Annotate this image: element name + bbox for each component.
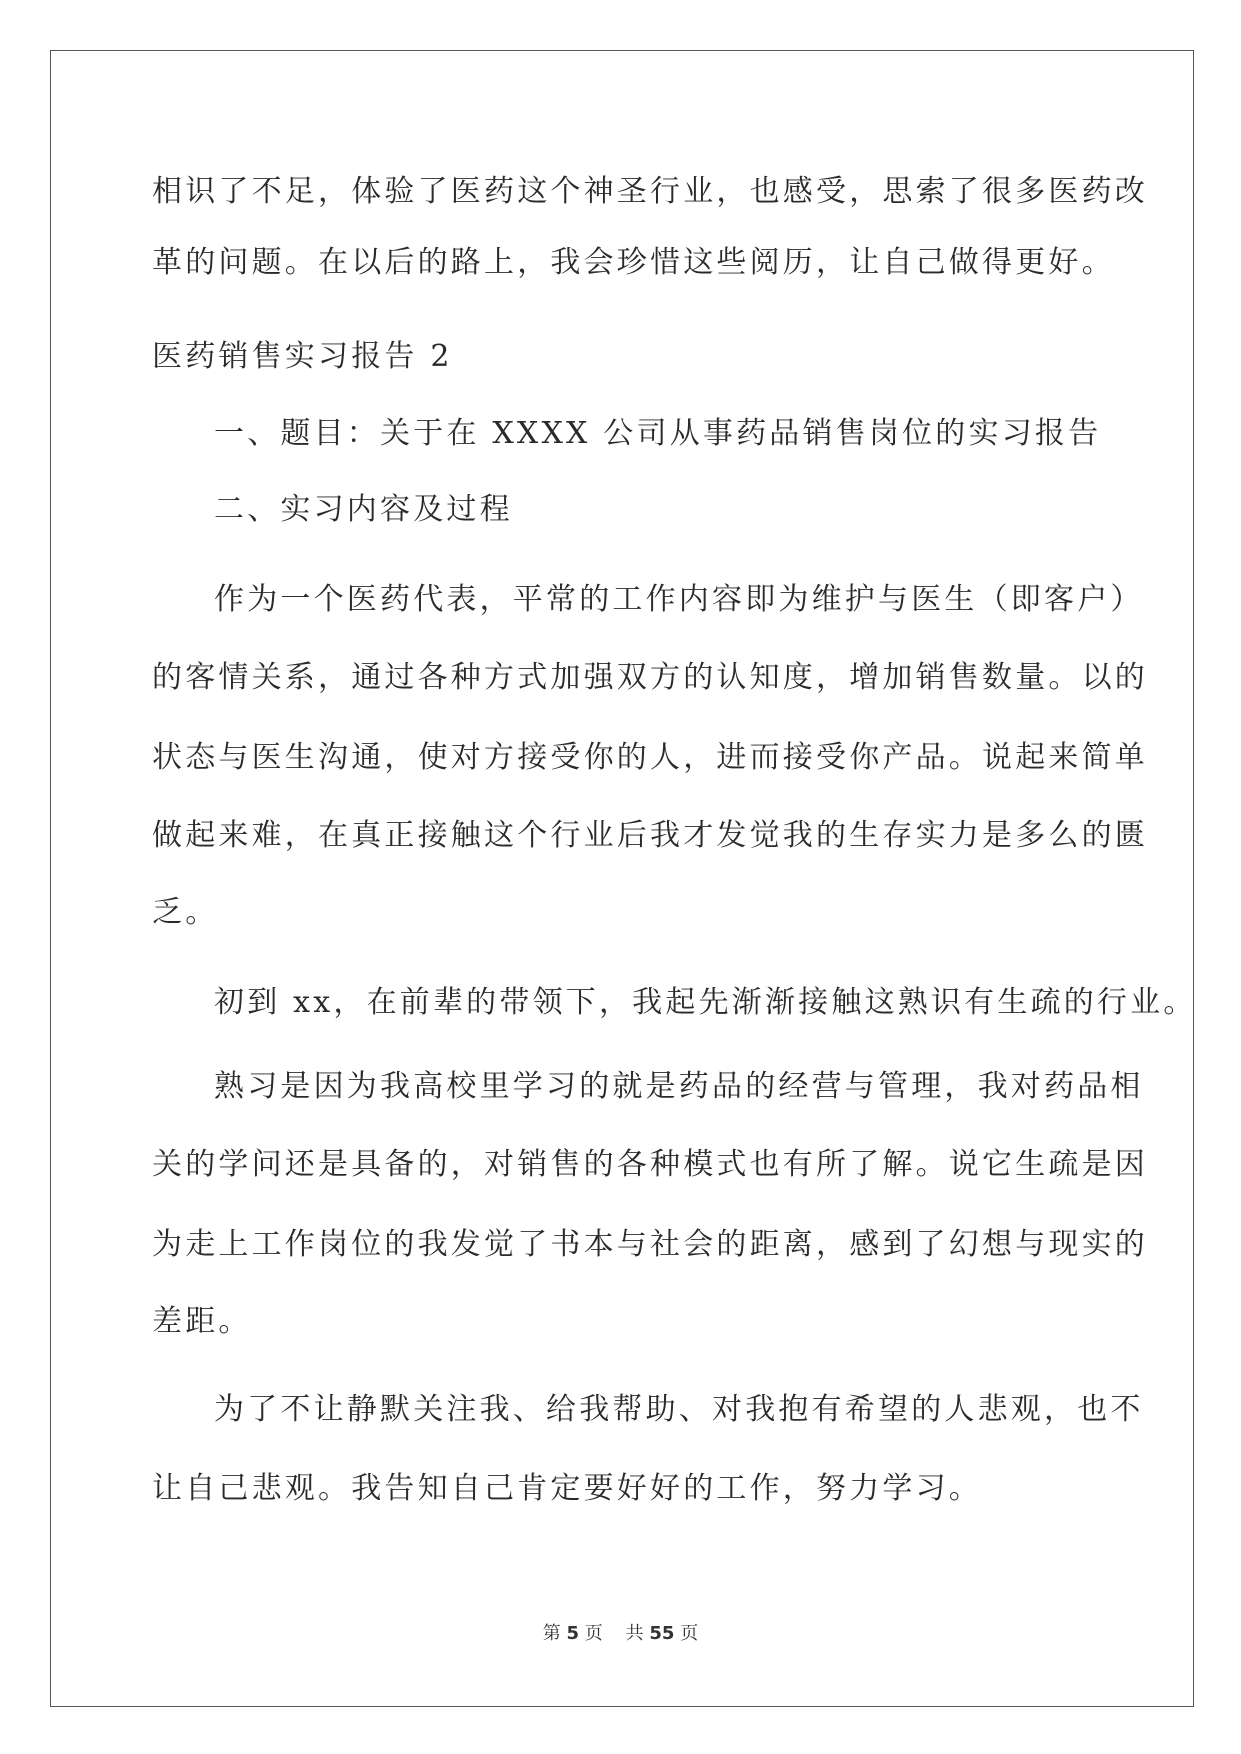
- footer-total-pages: 55: [649, 1623, 675, 1644]
- paragraph-line: 让自己悲观。我告知自己肯定要好好的工作，努力学习。: [152, 1471, 982, 1506]
- paragraph-line: 的客情关系，通过各种方式加强双方的认知度，增加销售数量。以的: [152, 660, 1148, 695]
- paragraph-line: 初到 xx，在前辈的带领下，我起先渐渐接触这熟识有生疏的行业。: [214, 985, 1197, 1020]
- paragraph-line: 熟习是因为我高校里学习的就是药品的经营与管理，我对药品相: [214, 1069, 1144, 1104]
- footer-total-suffix: 页: [680, 1623, 699, 1644]
- text-line: 相识了不足，体验了医药这个神圣行业，也感受，思索了很多医药改: [152, 174, 1148, 209]
- topic-heading: 一、题目：关于在 XXXX 公司从事药品销售岗位的实习报告: [214, 416, 1102, 451]
- paragraph-line: 乏。: [152, 895, 219, 930]
- paragraph-line: 为走上工作岗位的我发觉了书本与社会的距离，感到了幻想与现实的: [152, 1227, 1148, 1262]
- footer-page-number: 5: [566, 1623, 580, 1644]
- paragraph-line: 为了不让静默关注我、给我帮助、对我抱有希望的人悲观，也不: [214, 1392, 1144, 1427]
- footer-page-prefix: 第: [542, 1623, 561, 1644]
- footer-total-prefix: 共: [625, 1623, 644, 1644]
- paragraph-line: 状态与医生沟通，使对方接受你的人，进而接受你产品。说起来简单: [152, 740, 1148, 775]
- paragraph-line: 差距。: [152, 1304, 252, 1339]
- paragraph-line: 作为一个医药代表，平常的工作内容即为维护与医生（即客户）: [214, 582, 1144, 617]
- text-line: 革的问题。在以后的路上，我会珍惜这些阅历，让自己做得更好。: [152, 245, 1115, 280]
- subsection-heading: 二、实习内容及过程: [214, 492, 513, 527]
- footer-page-suffix: 页: [584, 1623, 603, 1644]
- page-footer: [0, 1622, 1241, 1646]
- section-heading: 医药销售实习报告 2: [152, 339, 453, 374]
- paragraph-line: 做起来难，在真正接触这个行业后我才发觉我的生存实力是多么的匮: [152, 818, 1148, 853]
- paragraph-line: 关的学问还是具备的，对销售的各种模式也有所了解。说它生疏是因: [152, 1147, 1148, 1182]
- page-border: [50, 50, 1194, 1707]
